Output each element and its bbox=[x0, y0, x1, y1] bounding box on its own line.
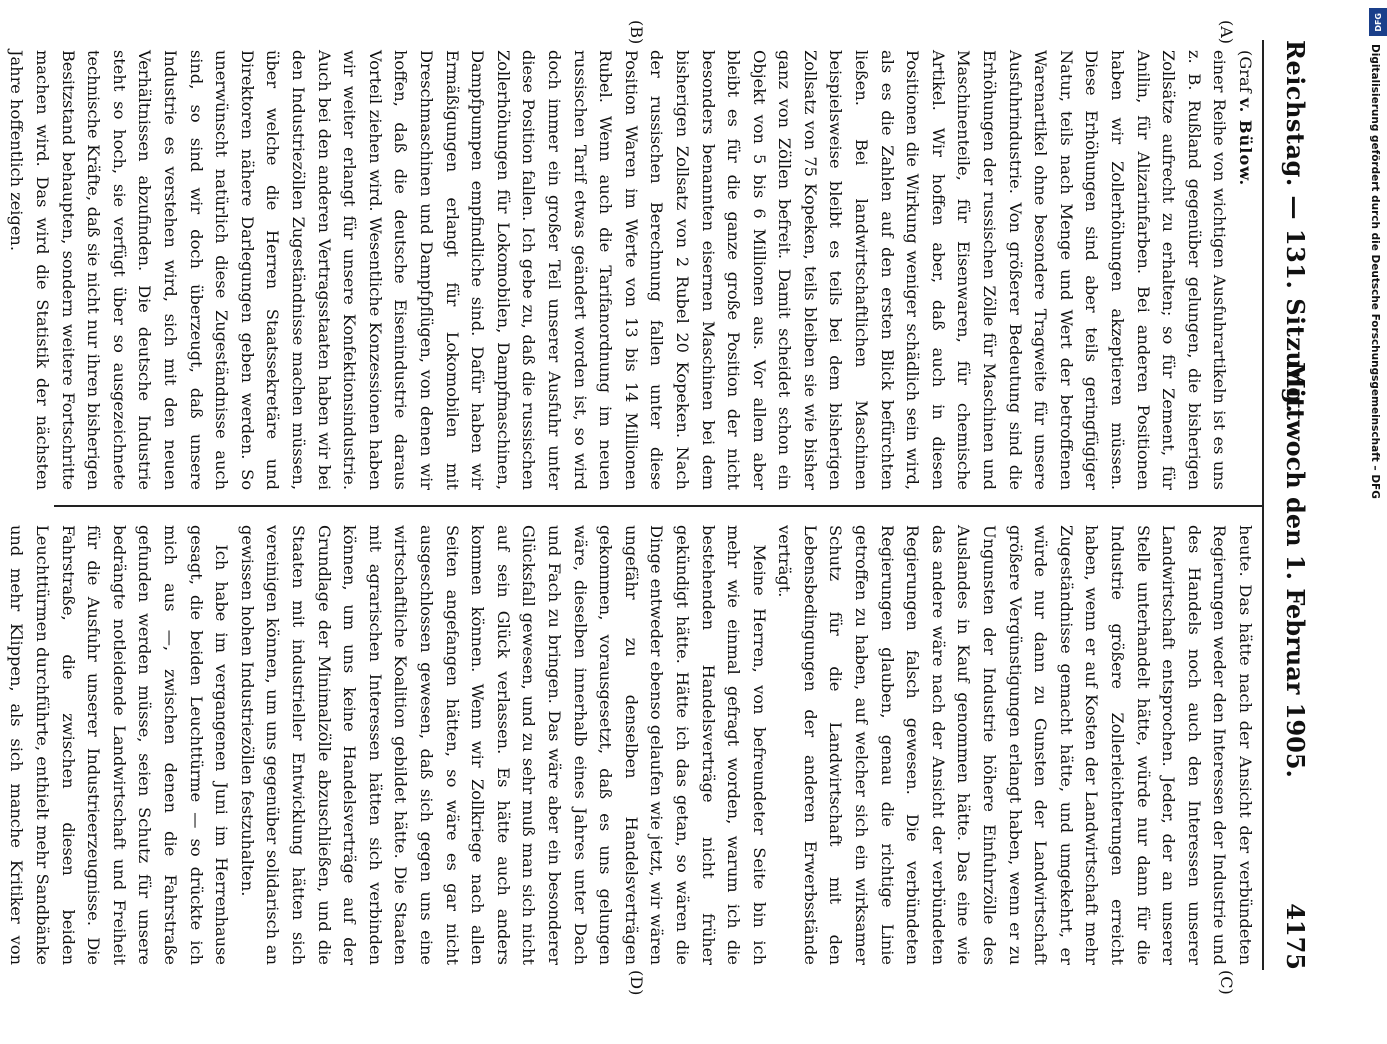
page-header bbox=[1270, 40, 1310, 970]
marker-a: (A) bbox=[1217, 20, 1236, 45]
right-column bbox=[0, 525, 1258, 965]
marker-c: (C) bbox=[1217, 970, 1236, 995]
marker-d: (D) bbox=[627, 970, 646, 996]
paragraph: Meine Herren, von befreundeter Seite bin ich mehr wie einmal gefragt worden, warum ich die bestehenden Handelsverträge nicht früher gekündigt hätte. Hätte ich das getan, so wären die Dinge entweder ebenso gelaufen wie jetzt, wir wären ungefähr zu denselben Handelsverträgen gekommen, vorausgesetzt, daß es uns gelungen wäre, dieselben innerhalb eines Jahres unter Dach und Fach zu bringen. Das wäre aber ein besonderer Glücksfall gewesen, und zu sehr muß man sich nicht auf sein Glück verlassen. Es hätte auch anders kommen können. Wenn wir Zollkriege nach allen Seiten angefangen hätten, so wäre es gar nicht ausgeschlossen gewesen, daß sich gegen uns eine wirtschaftliche Koalition gebildet hätte. Die Staaten mit agrarischen Interessen hätten sich verbinden können, um uns keine Handelsverträge auf der Grundlage der Minimalzölle abzuschließen, und die Staaten mit industrieller Entwicklung hätten sich vereinigen können, um uns gegenüber solidarisch an gewissen hohen Industriezöllen festzuhalten. bbox=[237, 525, 769, 965]
digitization-credit: Digitalisierung gefördert durch die Deutsche Forschungsgemeinschaft – DFG bbox=[1369, 44, 1381, 499]
column-divider bbox=[54, 505, 1264, 507]
page-number: 4175 bbox=[1281, 903, 1310, 970]
speaker-line bbox=[1232, 50, 1258, 490]
marker-b: (B) bbox=[627, 20, 646, 45]
speaker-name: v. Bülow. bbox=[1236, 97, 1255, 187]
paragraph: einer Reihe von wichtigen Ausfuhrartikeln ist es uns z. B. Rußland gegenüber gelungen, die bisherigen Zollsätze aufrecht zu erhalten; so für Zement, für Anilin, für Alizarinfarben. Bei anderen Positionen haben wir Zollerhöhungen akzeptieren müssen. Diese Erhöhungen sind aber teils geringfügiger Natur, teils nach Menge und Wert der betroffenen Warenartikel ohne besondere Tragweite für unsere Ausfuhrindustrie. Von größerer Bedeutung sind die Erhöhungen der russischen Zölle für Maschinen und Maschinenteile, für Eisenwaren, für chemische Artikel. Wir hoffen aber, daß auch in diesen Positionen die Wirkung weniger schädlich sein wird, als es die Zahlen auf den ersten Blick befürchten ließen. Bei landwirtschaftlichen Maschinen beispielsweise bleibt es teils bei dem bisherigen Zollsatz von 75 Kopeken, teils bleiben sie wie bisher ganz von Zöllen befreit. Damit scheidet schon ein Objekt von 5 bis 6 Millionen aus. Vor allem aber bleibt es für die ganze große Position der nicht besonders benannten eisernen Maschinen bei dem bisherigen Zollsatz von 2 Rubel 20 Kopeken. Nach der russischen Berechnung fallen unter diese Position Waren im Werte von 13 bis 14 Millionen Rubel. Wenn auch die Tarifanordnung im neuen russischen Tarif etwas geändert worden ist, so wird doch immer ein großer Teil unserer Ausfuhr unter diese Position fallen. Ich gebe zu, daß die russischen Zollerhöhungen für Lokomobilen, Dampfmaschinen, Dampfpumpen empfindliche sind. Dafür haben wir Ermäßigungen erlangt für Lokomobilen mit Dreschmaschinen und Dampfpflügen, von denen wir hoffen, daß die deutsche Eisenindustrie daraus Vorteil ziehen wird. Wesentliche Konzessionen haben wir weiter erlangt für unsere Konfektionsindustrie. Auch bei den anderen Vertragsstaaten haben wir bei den Industriezöllen Zugeständnisse machen müssen, über welche die Herren Staatssekretäre und Direktoren nähere Darlegungen geben werden. So unerwünscht natürlich diese Zugeständnisse auch sind, so sind wir doch überzeugt, daß unsere Industrie es verstehen wird, sich mit den neuen Verhältnissen abzufinden. Die deutsche Industrie steht so hoch, sie verfügt über so ausgezeichnete technische Kräfte, daß sie nicht nur ihren bisherigen Besitzstand behaupten, sondern weitere Fortschritte machen wird. Das wird die Statistik der nächsten Jahre hoffentlich zeigen. bbox=[7, 50, 1230, 490]
header-left: Reichstag. — 131. Sitzung. bbox=[1281, 40, 1310, 414]
dfg-logo bbox=[1369, 8, 1387, 36]
dfg-logo-text: DFG bbox=[1373, 12, 1383, 32]
left-column bbox=[0, 50, 1258, 490]
speaker-open: (Graf bbox=[1236, 50, 1255, 93]
header-date: Mittwoch den 1. Februar 1905. bbox=[1281, 362, 1310, 778]
paragraph: Ich habe im vergangenen Juni im Herrenhause gesagt, die beiden Leuchttürme — so drückte ich mich aus —, zwischen denen die Fahrstraße gefunden werden müsse, seien Schutz für unsere bedrängte notleidende Landwirtschaft und Freiheit für die Ausfuhr unserer Industrieerzeugnisse. Die Fahrstraße, die zwischen diesen beiden Leuchttürmen durchführte, enthielt mehr Sandbänke und mehr Klippen, als sich manche Kritiker von bbox=[7, 525, 232, 965]
paragraph bbox=[0, 50, 4, 490]
paragraph: heute. Das hätte nach der Ansicht der verbündeten Regierungen weder den Interessen der Industrie und des Handels noch auch den Interessen unserer Landwirtschaft entsprochen. Jeder, der an unserer Stelle unterhandelt hätte, würde nur dann für die Industrie größere Zollerleichterungen erreicht haben, wenn er auf Kosten der Landwirtschaft mehr Zugeständnisse gemacht hätte, und umgekehrt, er würde nur dann zu Gunsten der Landwirtschaft größere Vergünstigungen erlangt haben, wenn er zu Ungunsten der Industrie höhere Einfuhrzölle des Auslandes in Kauf genommen hätte. Das eine wie das andere wäre nach der Ansicht der verbündeten Regierungen falsch gewesen. Die verbündeten Regierungen glauben, genau die richtige Linie getroffen zu haben, auf welcher sich ein wirksamer Schutz für die Landwirtschaft mit den Lebensbedingungen der anderen Erwerbsstände verträgt. bbox=[775, 525, 1255, 965]
rotated-page bbox=[7, 0, 1336, 1000]
